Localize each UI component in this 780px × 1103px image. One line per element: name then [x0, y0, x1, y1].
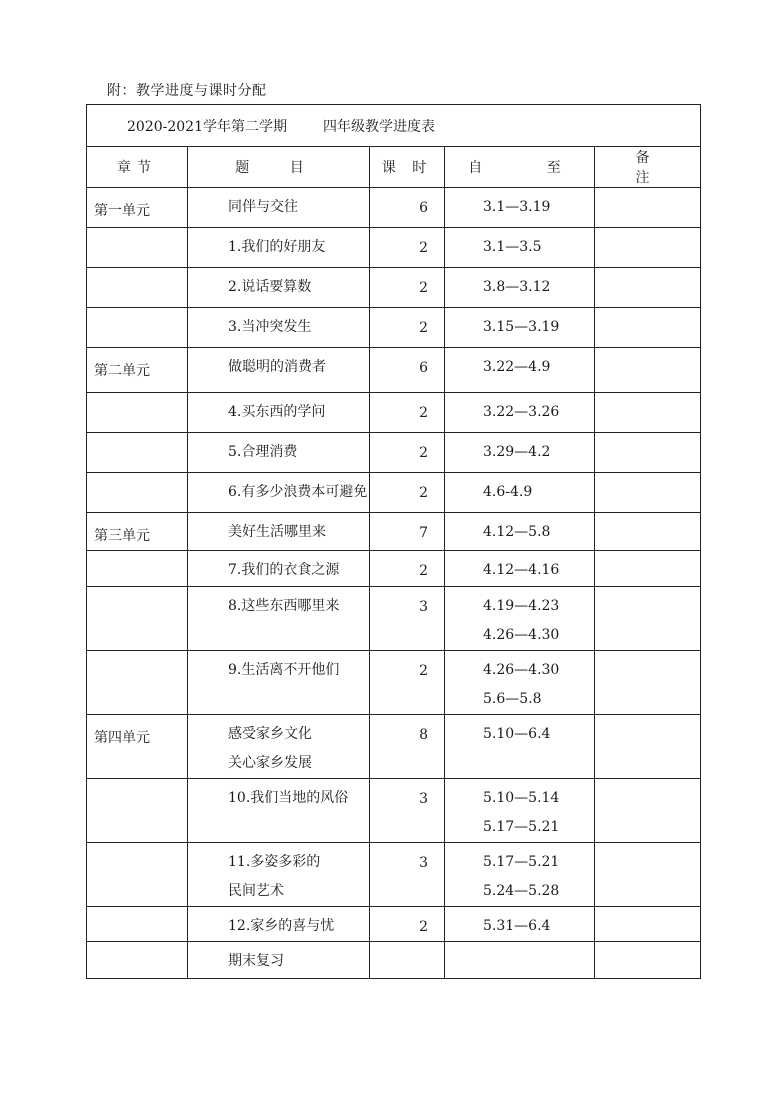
- topic-text: 7.我们的衣食之源: [228, 562, 340, 578]
- dates-cell: [445, 587, 595, 651]
- chapter-cell: [87, 228, 188, 268]
- remarks-cell: [595, 348, 701, 393]
- chapter-cell: [87, 268, 188, 308]
- document-caption: 附：教学进度与课时分配: [107, 83, 267, 99]
- table-row: [87, 715, 701, 779]
- hours-cell: 2: [370, 268, 445, 308]
- topic-text: 3.当冲突发生: [228, 319, 312, 335]
- remarks-cell: [595, 651, 701, 715]
- topic-cell: [188, 587, 370, 651]
- topic-text: 6.有多少浪费本可避免: [228, 484, 368, 500]
- table-title-cell: [87, 105, 701, 147]
- remarks-cell: [595, 715, 701, 779]
- table-row: [87, 433, 701, 473]
- date-range: 3.22—3.26: [483, 404, 560, 420]
- table-row: [87, 308, 701, 348]
- table-row: [87, 228, 701, 268]
- chapter-cell: [87, 843, 188, 907]
- topic-cell: [188, 907, 370, 942]
- table-row: [87, 188, 701, 228]
- chapter-cell: [87, 907, 188, 942]
- dates-cell: [445, 907, 595, 942]
- table-row: [87, 268, 701, 308]
- date-range: 5.17—5.21: [483, 819, 560, 835]
- topic-text: 美好生活哪里来: [228, 524, 326, 540]
- dates-cell: [445, 651, 595, 715]
- topic-cell: [188, 308, 370, 348]
- dates-cell: [445, 433, 595, 473]
- dates-cell: [445, 715, 595, 779]
- chapter-cell: [87, 779, 188, 843]
- remarks-cell: [595, 907, 701, 942]
- dates-cell: [445, 551, 595, 587]
- table-row: [87, 393, 701, 433]
- remarks-cell: [595, 393, 701, 433]
- date-range: 4.19—4.23: [483, 598, 560, 614]
- hours-cell: 2: [370, 551, 445, 587]
- chapter-cell: [87, 308, 188, 348]
- date-range: 5.10—5.14: [483, 790, 560, 806]
- topic-cell: [188, 348, 370, 393]
- topic-text: 10.我们当地的风俗: [228, 790, 349, 806]
- remarks-cell: [595, 228, 701, 268]
- hours-cell: 2: [370, 308, 445, 348]
- chapter-cell: [87, 942, 188, 979]
- header-hours: 课 时: [370, 147, 445, 188]
- hours-cell: 2: [370, 473, 445, 513]
- hours-cell: 2: [370, 228, 445, 268]
- chapter-cell: [87, 433, 188, 473]
- remarks-cell: [595, 433, 701, 473]
- topic-cell: [188, 843, 370, 907]
- table-row: [87, 843, 701, 907]
- table-row: [87, 551, 701, 587]
- hours-cell: 2: [370, 651, 445, 715]
- chapter-cell: 第四单元: [87, 715, 188, 779]
- topic-text: 12.家乡的喜与忧: [228, 918, 335, 934]
- dates-cell: [445, 779, 595, 843]
- hours-cell: 3: [370, 779, 445, 843]
- topic-text: 1.我们的好朋友: [228, 239, 326, 255]
- remarks-cell: [595, 779, 701, 843]
- topic-cell: [188, 433, 370, 473]
- header-topic: 题 目: [188, 147, 370, 188]
- topic-cell: [188, 942, 370, 979]
- dates-cell: [445, 228, 595, 268]
- topic-cell: [188, 188, 370, 228]
- dates-cell: [445, 843, 595, 907]
- teaching-schedule-table: [86, 104, 701, 979]
- table-row: [87, 907, 701, 942]
- date-range: 3.1—3.5: [483, 239, 542, 255]
- chapter-cell: [87, 551, 188, 587]
- topic-cell: [188, 551, 370, 587]
- topic-cell: [188, 513, 370, 551]
- chapter-cell: [87, 393, 188, 433]
- table-title: 四年级教学进度表: [323, 118, 435, 135]
- remarks-cell: [595, 843, 701, 907]
- date-range: 4.12—4.16: [483, 562, 560, 578]
- hours-cell: 2: [370, 433, 445, 473]
- date-range: 4.6-4.9: [483, 484, 533, 500]
- header-chapter: 章节: [87, 147, 188, 188]
- date-range: 3.22—4.9: [483, 359, 551, 375]
- remarks-cell: [595, 551, 701, 587]
- table-row: [87, 651, 701, 715]
- chapter-cell: [87, 587, 188, 651]
- date-range: 5.24—5.28: [483, 883, 560, 899]
- topic-text: 2.说话要算数: [228, 279, 312, 295]
- topic-cell: [188, 651, 370, 715]
- remarks-cell: [595, 473, 701, 513]
- topic-cell: [188, 715, 370, 779]
- date-range: 5.10—6.4: [483, 726, 551, 742]
- dates-cell: [445, 942, 595, 979]
- date-range: 4.26—4.30: [483, 662, 560, 678]
- dates-cell: [445, 308, 595, 348]
- chapter-cell: [87, 651, 188, 715]
- hours-cell: 6: [370, 348, 445, 393]
- hours-cell: 8: [370, 715, 445, 779]
- hours-cell: 7: [370, 513, 445, 551]
- topic-text: 9.生活离不开他们: [228, 662, 340, 678]
- remarks-cell: [595, 513, 701, 551]
- date-range: 3.8—3.12: [483, 279, 551, 295]
- table-row: [87, 473, 701, 513]
- topic-text: 5.合理消费: [228, 444, 298, 460]
- topic-text: 11.多姿多彩的: [228, 854, 321, 870]
- header-row: [87, 147, 701, 188]
- table-title-row: [87, 105, 701, 147]
- topic-text: 关心家乡发展: [228, 755, 312, 771]
- remarks-cell: [595, 942, 701, 979]
- topic-cell: [188, 779, 370, 843]
- date-range: 4.26—4.30: [483, 627, 560, 643]
- date-range: 3.1—3.19: [483, 199, 551, 215]
- date-range: 4.12—5.8: [483, 524, 551, 540]
- hours-cell: 3: [370, 587, 445, 651]
- chapter-cell: [87, 473, 188, 513]
- topic-text: 感受家乡文化: [228, 726, 312, 742]
- date-range: 5.17—5.21: [483, 854, 560, 870]
- table-row: [87, 587, 701, 651]
- header-dates: 自 至: [445, 147, 595, 188]
- remarks-cell: [595, 308, 701, 348]
- topic-cell: [188, 268, 370, 308]
- table-row: [87, 348, 701, 393]
- table-row: [87, 513, 701, 551]
- topic-text: 民间艺术: [228, 883, 284, 899]
- table-row: [87, 942, 701, 979]
- topic-cell: [188, 473, 370, 513]
- date-range: 3.15—3.19: [483, 319, 560, 335]
- topic-text: 做聪明的消费者: [228, 359, 326, 375]
- topic-text: 同伴与交往: [228, 199, 298, 215]
- chapter-cell: 第一单元: [87, 188, 188, 228]
- topic-cell: [188, 228, 370, 268]
- topic-text: 4.买东西的学问: [228, 404, 326, 420]
- date-range: 3.29—4.2: [483, 444, 551, 460]
- chapter-cell: 第二单元: [87, 348, 188, 393]
- date-range: 5.6—5.8: [483, 691, 542, 707]
- dates-cell: [445, 473, 595, 513]
- dates-cell: [445, 188, 595, 228]
- remarks-cell: [595, 268, 701, 308]
- dates-cell: [445, 268, 595, 308]
- hours-cell: 6: [370, 188, 445, 228]
- dates-cell: [445, 393, 595, 433]
- topic-text: 8.这些东西哪里来: [228, 598, 340, 614]
- chapter-cell: 第三单元: [87, 513, 188, 551]
- table-row: [87, 779, 701, 843]
- remarks-cell: [595, 188, 701, 228]
- topic-text: 期末复习: [228, 953, 284, 969]
- header-remarks: 备 注: [595, 147, 701, 188]
- hours-cell: 2: [370, 907, 445, 942]
- hours-cell: [370, 942, 445, 979]
- dates-cell: [445, 348, 595, 393]
- hours-cell: 3: [370, 843, 445, 907]
- remarks-cell: [595, 587, 701, 651]
- topic-cell: [188, 393, 370, 433]
- date-range: 5.31—6.4: [483, 918, 551, 934]
- term-label: 2020-2021学年第二学期: [127, 118, 287, 135]
- hours-cell: 2: [370, 393, 445, 433]
- dates-cell: [445, 513, 595, 551]
